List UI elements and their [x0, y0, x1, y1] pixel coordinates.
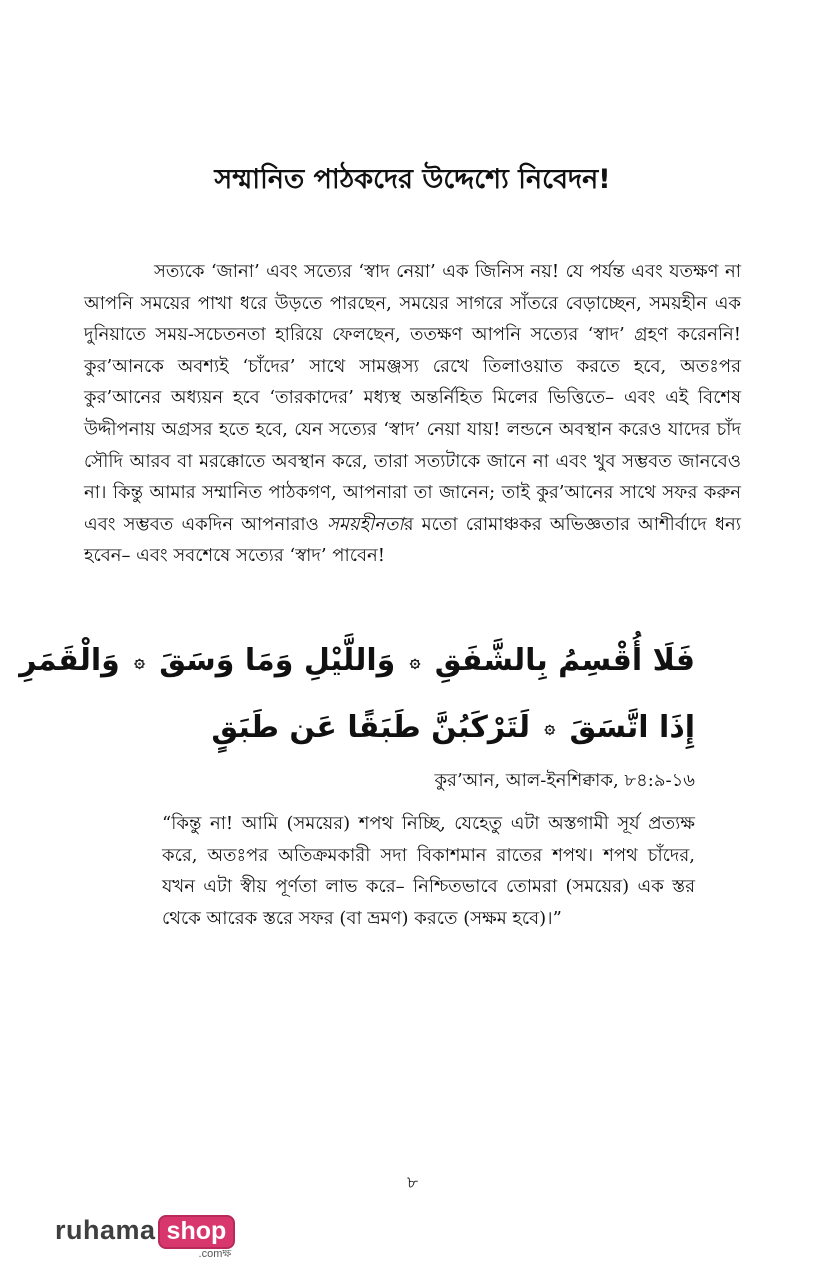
ruhamashop-logo [55, 1215, 235, 1260]
quran-phrase: فَلَا أُقْسِمُ بِالشَّفَقِ [434, 643, 695, 678]
paragraph-text-part2: র মতো রোমাঞ্চকর অভিজ্ঞতার আশীর্বাদে ধন্য হবেন– এবং সবশেষে সত্যের ‘স্বাদ’ পাবেন! [84, 513, 741, 567]
intro-paragraph [84, 256, 741, 572]
page-title: সম্মানিত পাঠকদের উদ্দেশ্যে নিবেদন! [214, 164, 611, 195]
quran-verse [19, 628, 695, 761]
verse-citation: কুর’আন, আল-ইনশিক্বাক, ৮৪:৯-১৬ [434, 770, 695, 791]
quran-phrase: لَتَرْكَبُنَّ طَبَقًا عَن طَبَقٍ [211, 709, 531, 745]
quran-phrase: وَاللَّيْلِ وَمَا وَسَقَ [159, 643, 396, 678]
ayah-separator-icon: ۞ [134, 650, 145, 672]
verse-translation: “কিন্তু না! আমি (সময়ের) শপথ নিচ্ছি, যেহেতু এটা অস্তগামী সূর্য প্রত্যক্ষ করে, অতঃপর অতিক্রমকারী সদা বিকাশমান রাতের শপথ। শপথ চাঁদের, যখন এটা স্বীয় পূর্ণতা লাভ করে– নিশ্চিতভাবে তোমরা (সময়ের) এক স্তর থেকে আরেক স্তরে সফর (বা ভ্রমণ) করতে (সক্ষম হবে)।” [162, 813, 695, 929]
logo-shop-text: shop [158, 1215, 236, 1249]
logo-brand-text: ruhama [55, 1215, 156, 1245]
logo-domain-text: .comক্ষ [198, 1248, 232, 1260]
page-number: ৮ [406, 1173, 419, 1193]
quran-line-2 [120, 695, 695, 762]
ayah-separator-icon: ۞ [544, 717, 556, 738]
logo-shop-badge [158, 1215, 236, 1260]
quran-line-1 [19, 628, 695, 695]
quran-phrase: إِذَا اتَّسَقَ [569, 709, 695, 745]
quran-phrase: وَالْقَمَرِ [19, 643, 120, 678]
ayah-separator-icon: ۞ [409, 650, 421, 672]
paragraph-emphasis: সময়হীনতা [327, 513, 404, 535]
paragraph-text-part1: সত্যকে ‘জানা’ এবং সত্যের ‘স্বাদ নেয়া’ এক জিনিস নয়! যে পর্যন্ত এবং যতক্ষণ না আপনি সময়ের পাখা ধরে উড়তে পারছেন, সময়ের সাগরে সাঁতরে বেড়াচ্ছেন, সময়হীন এক দুনিয়াতে সময়-সচেতনতা হারিয়ে ফেলছেন, ততক্ষণ আপনি সত্যের ‘স্বাদ’ গ্রহণ করেননি! কুর’আনকে অবশ্যই ‘চাঁদের’ সাথে সামঞ্জস্য রেখে তিলাওয়াত করতে হবে, অতঃপর কুর’আনের অধ্যয়ন হবে ‘তারকাদের’ মধ্যস্থ অন্তর্নিহিত মিলের ভিত্তিতে– এবং এই বিশেষ উদ্দীপনায় অগ্রসর হতে হবে, যেন সত্যের ‘স্বাদ’ নেয়া যায়! লন্ডনে অবস্থান করেও যাদের চাঁদ সৌদি আরব বা মরক্কোতে অবস্থান করে, তারা সত্যটাকে জানে না এবং খুব সম্ভবত জানবেও না। কিন্তু আমার সম্মানিত পাঠকগণ, আপনারা তা জানেন; তাই কুর’আনের সাথে সফর করুন এবং সম্ভবত একদিন আপনারাও [84, 261, 741, 535]
